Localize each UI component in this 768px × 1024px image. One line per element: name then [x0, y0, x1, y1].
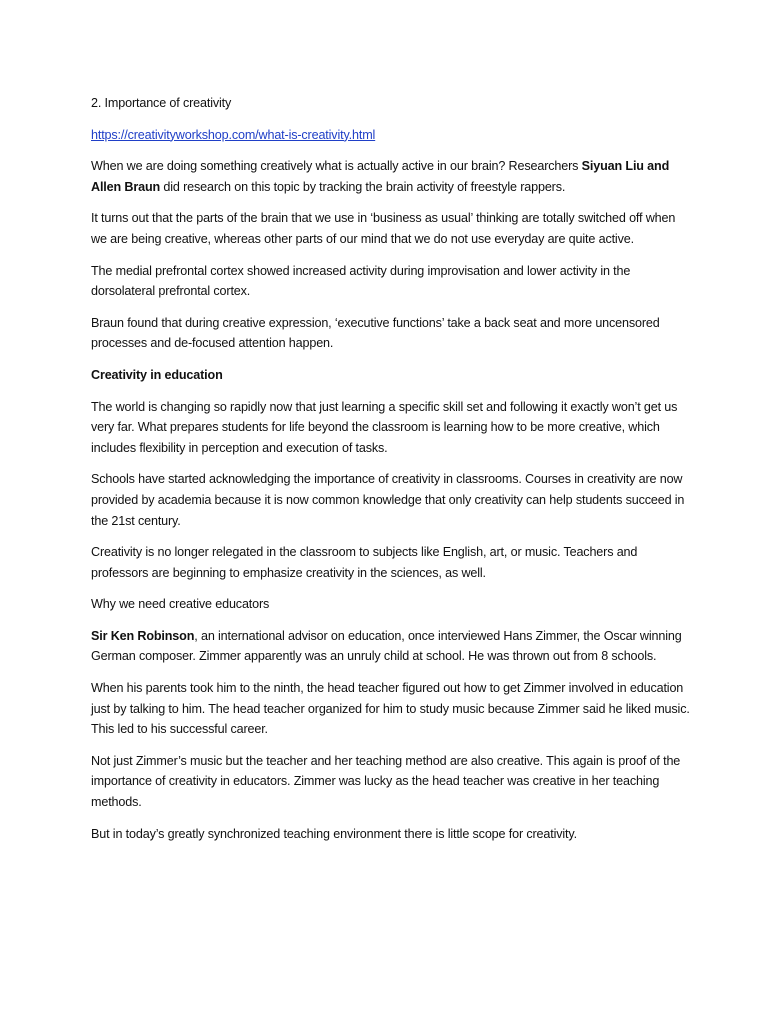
person-name: Sir Ken Robinson	[91, 628, 195, 643]
section-title: 2. Importance of creativity	[91, 96, 232, 110]
paragraph-teacher-method: Not just Zimmer’s music but the teacher and her teaching method are also creative. This again is proof of the importance of creativity in educators. Zimmer was lucky as the head teacher was creative in her teaching methods.	[91, 753, 681, 810]
paragraph-text: did research on this topic by tracking the brain activity of freestyle rappers.	[160, 179, 566, 194]
paragraph-executive-functions: Braun found that during creative expression, ‘executive functions’ take a back seat and more uncensored processes and de-focused attention happen.	[91, 315, 660, 351]
researcher-names: Siyuan Liu and Allen Braun	[91, 159, 670, 194]
paragraph-world-changing: The world is changing so rapidly now that just learning a specific skill set and following it exactly won’t get us very far. What prepares students for life beyond the classroom is learning how to be more creative, which includes flexibility in perception and execution of tasks.	[91, 399, 678, 455]
paragraph-ken-robinson	[91, 626, 691, 667]
paragraph-brain-research	[91, 156, 691, 197]
paragraph-brain-parts: It turns out that the parts of the brain that we use in ‘business as usual’ thinking are totally switched off when we are being creative, whereas other parts of our mind that we do not use everyday are quite active.	[91, 211, 676, 246]
subheading-creative-educators: Why we need creative educators	[91, 597, 270, 612]
subheading-creativity-in-education: Creativity in education	[91, 367, 223, 382]
source-link[interactable]: https://creativityworkshop.com/what-is-creativity.html	[91, 127, 376, 142]
paragraph-sciences: Creativity is no longer relegated in the classroom to subjects like English, art, or music. Teachers and professors are beginning to emphasize creativity in the sciences, as well.	[91, 545, 638, 580]
paragraph-synchronized-environment: But in today’s greatly synchronized teaching environment there is little scope for creativity.	[91, 826, 577, 841]
paragraph-text: , an international advisor on education, once interviewed Hans Zimmer, the Oscar winning German composer. Zimmer apparently was an unruly child at school. He was thrown out from 8 schools.	[91, 628, 682, 664]
paragraph-schools: Schools have started acknowledging the importance of creativity in classrooms. Courses in creativity are now provided by academia because it is now common knowledge that only creativity can help students succeed in the 21st century.	[91, 472, 685, 528]
document-page	[91, 93, 691, 855]
paragraph-text: When we are doing something creatively what is actually active in our brain? Researchers	[91, 159, 582, 174]
paragraph-prefrontal-cortex: The medial prefrontal cortex showed increased activity during improvisation and lower activity in the dorsolateral prefrontal cortex.	[91, 263, 631, 299]
paragraph-ninth-school: When his parents took him to the ninth, the head teacher figured out how to get Zimmer involved in education just by talking to him. The head teacher organized for him to study music because Zimmer said he liked music. This led to his successful career.	[91, 681, 690, 737]
